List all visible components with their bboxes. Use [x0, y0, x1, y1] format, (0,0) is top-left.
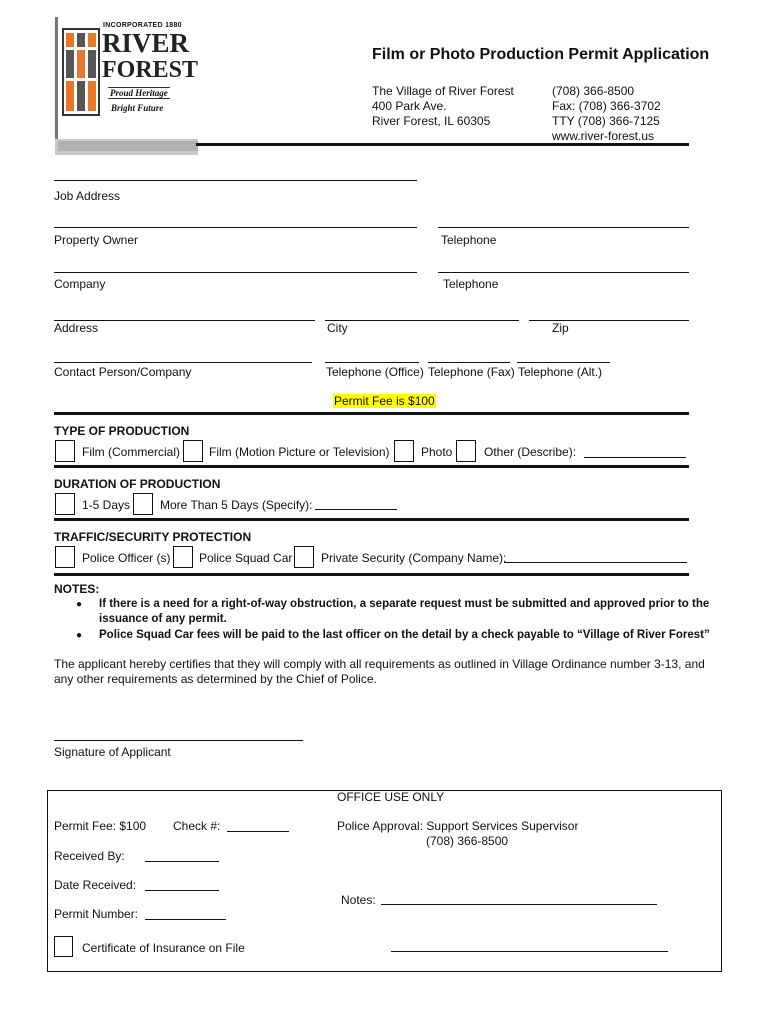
duration-more-checkbox[interactable]	[133, 493, 153, 515]
bullet-icon: ●	[76, 599, 83, 610]
received-by-field[interactable]	[145, 861, 219, 862]
photo-checkbox[interactable]	[394, 440, 414, 462]
police-squad-car-checkbox[interactable]	[173, 546, 193, 568]
property-owner-field[interactable]	[54, 227, 417, 228]
page-title: Film or Photo Production Permit Application	[372, 46, 710, 63]
permit-number-label: Permit Number:	[54, 907, 139, 921]
zip-label: Zip	[552, 321, 569, 335]
village-logo	[55, 17, 198, 155]
police-officer-checkbox[interactable]	[55, 546, 75, 568]
certificate-insurance-checkbox[interactable]	[54, 936, 73, 957]
logo-tagline-2: Bright Future	[111, 103, 164, 113]
company-label: Company	[54, 277, 106, 291]
note-item: Police Squad Car fees will be paid to the last officer on the detail by a check payable to “Village of River Forest”	[99, 629, 710, 641]
duration-1-5-days-label: 1-5 Days	[82, 498, 131, 512]
security-company-field[interactable]	[504, 562, 687, 563]
traffic-heading: TRAFFIC/SECURITY PROTECTION	[54, 530, 252, 544]
film-motion-picture-label: Film (Motion Picture or Television)	[209, 445, 390, 459]
logo-river: RIVER	[102, 28, 190, 58]
tel-office-field[interactable]	[325, 362, 419, 363]
tel-fax-field[interactable]	[428, 362, 510, 363]
office-notes-field[interactable]	[381, 904, 657, 905]
job-address-label: Job Address	[54, 189, 121, 203]
police-approval-name: : Support Services Supervisor	[419, 819, 579, 833]
film-commercial-checkbox[interactable]	[55, 440, 75, 462]
private-security-checkbox[interactable]	[294, 546, 314, 568]
check-number-field[interactable]	[227, 831, 289, 832]
bullet-icon: ●	[76, 630, 83, 641]
note-item: If there is a need for a right-of-way obstruction, a separate request must be submitted and approved prior to the issuance of any permit.	[99, 598, 710, 625]
contact-person-label: Contact Person/Company	[54, 365, 192, 379]
address-label: Address	[54, 321, 99, 335]
other-describe-field[interactable]	[584, 457, 686, 458]
check-number-label: Check #:	[173, 819, 221, 833]
permit-fee-banner: Permit Fee is $100	[334, 394, 435, 408]
date-received-label: Date Received:	[54, 878, 137, 892]
duration-1-5-days-checkbox[interactable]	[55, 493, 75, 515]
police-approval	[337, 819, 578, 833]
contact-tty: TTY (708) 366-7125	[552, 114, 660, 128]
address-line: The Village of River Forest	[372, 84, 514, 98]
logo-incorporated: INCORPORATED 1880	[103, 22, 182, 29]
office-notes-label: Notes:	[341, 893, 376, 907]
address-line: 400 Park Ave.	[372, 99, 447, 113]
film-commercial-label: Film (Commercial)	[82, 445, 180, 459]
police-approval-phone: (708) 366-8500	[426, 834, 509, 848]
office-notes-field-2[interactable]	[391, 951, 668, 952]
job-address-field[interactable]	[54, 180, 417, 181]
duration-more-label: More Than 5 Days (Specify):	[160, 498, 313, 512]
contact-fax: Fax: (708) 366-3702	[552, 99, 661, 113]
signature-field[interactable]	[54, 740, 303, 741]
police-squad-car-label: Police Squad Car	[199, 551, 293, 565]
address-line: River Forest, IL 60305	[372, 114, 491, 128]
tel-alt-field[interactable]	[517, 362, 610, 363]
duration-heading: DURATION OF PRODUCTION	[54, 477, 221, 491]
contact-person-field[interactable]	[54, 362, 312, 363]
logo-forest: FOREST	[102, 57, 199, 83]
duration-specify-field[interactable]	[315, 509, 397, 510]
section-divider	[54, 465, 689, 468]
production-heading: TYPE OF PRODUCTION	[54, 424, 190, 438]
city-field[interactable]	[325, 320, 519, 321]
company-telephone-label: Telephone	[443, 277, 499, 291]
tel-fax-label: Telephone (Fax)	[428, 365, 515, 379]
village-address	[372, 84, 514, 129]
contact-website: www.river-forest.us	[552, 129, 655, 143]
header-divider	[196, 143, 689, 146]
date-received-field[interactable]	[145, 890, 219, 891]
owner-telephone-field[interactable]	[438, 227, 689, 228]
tel-alt-label: Telephone (Alt.)	[518, 365, 603, 379]
film-motion-picture-checkbox[interactable]	[183, 440, 203, 462]
certification-text: The applicant hereby certifies that they will comply with all requirements as outlined in Village Ordinance number 3-13, and any other requirements as determined by the Chief of Police.	[54, 657, 705, 686]
logo-tagline-1: Proud Heritage	[110, 88, 168, 98]
village-contact	[552, 84, 661, 144]
permit-number-field[interactable]	[145, 919, 226, 920]
contact-phone: (708) 366-8500	[552, 84, 635, 98]
section-divider	[54, 573, 689, 576]
private-security-label: Private Security (Company Name):	[321, 551, 507, 565]
city-label: City	[327, 321, 348, 335]
police-approval-label: Police Approval	[337, 819, 420, 833]
received-by-label: Received By:	[54, 849, 125, 863]
property-owner-label: Property Owner	[54, 233, 139, 247]
office-permit-fee: Permit Fee: $100	[54, 819, 147, 833]
office-use-heading: OFFICE USE ONLY	[337, 790, 445, 804]
company-telephone-field[interactable]	[438, 272, 689, 273]
tel-office-label: Telephone (Office)	[326, 365, 424, 379]
section-divider	[54, 518, 689, 521]
notes-heading: NOTES:	[54, 582, 100, 596]
certificate-insurance-label: Certificate of Insurance on File	[82, 941, 245, 955]
other-label: Other (Describe):	[484, 445, 577, 459]
police-officer-label: Police Officer (s)	[82, 551, 171, 565]
owner-telephone-label: Telephone	[441, 233, 497, 247]
company-field[interactable]	[54, 272, 417, 273]
signature-label: Signature of Applicant	[54, 745, 171, 759]
section-divider	[54, 412, 689, 415]
other-checkbox[interactable]	[456, 440, 476, 462]
photo-label: Photo	[421, 445, 453, 459]
